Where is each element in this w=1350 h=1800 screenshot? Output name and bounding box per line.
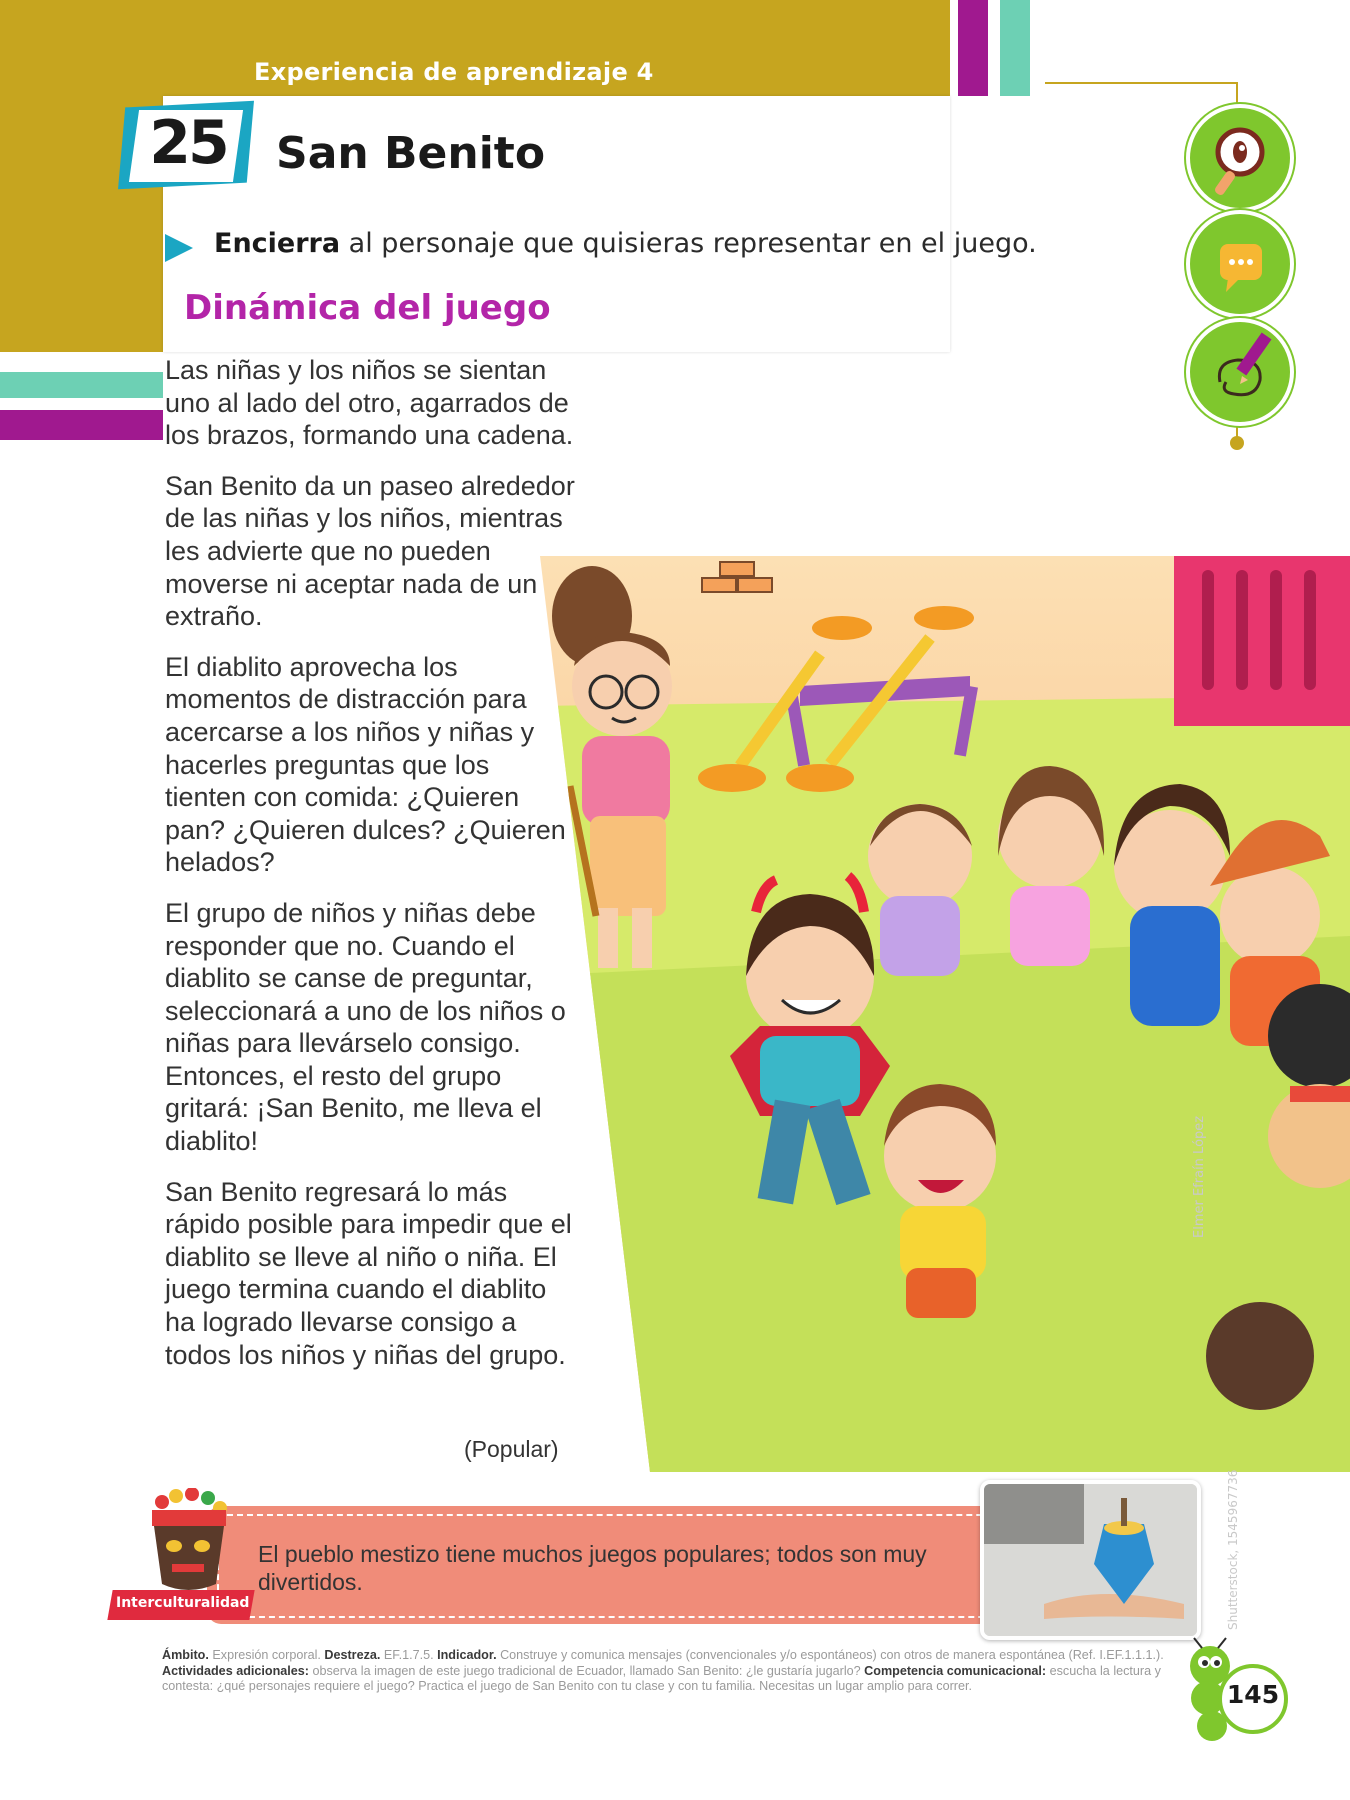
story-paragraph: El diablito aprovecha los momentos de distracción para acercarse a los niños y niñas y hacerles preguntas que los tienten con comida: ¿Quieren pan? ¿Quieren dulces? ¿Quieren helados? [165, 651, 566, 878]
lesson-number: 25 [149, 108, 227, 178]
diablo-mask-icon [136, 1488, 236, 1598]
intercultural-tag: Interculturalidad [116, 1595, 250, 1611]
playground-illustration [530, 556, 1350, 1472]
actividades: observa la imagen de este juego tradicional de Ecuador, llamado San Benito: ¿le gustaría jugarlo? [308, 1663, 865, 1678]
skill-connector-horizontal [1045, 82, 1237, 84]
skill-connector-dot [1230, 436, 1244, 450]
section-title: Dinámica del juego [184, 288, 551, 328]
decor-stripe-teal [0, 372, 163, 398]
actividades-label: Actividades adicionales: [162, 1663, 309, 1678]
story-paragraph: San Benito da un paseo alrededor de las niñas y los niños, mientras les advierte que no pueden moverse ni aceptar nada de un extraño. [165, 470, 575, 632]
destreza-label: Destreza. [324, 1648, 381, 1662]
speech-bubble-icon [1186, 210, 1294, 318]
illustration-credit: Elmer Efraín López [1192, 1115, 1207, 1238]
ambito-label: Ámbito. [162, 1648, 209, 1662]
competencia: escucha la lectura y contesta: ¿qué personajes requiere el juego? Practica el juego de San Benito con tu clase y con tu familia. Necesitas un lugar amplio para correr. [162, 1663, 1161, 1693]
instruction-verb: Encierra [214, 228, 341, 259]
unit-label: Experiencia de aprendizaje 4 [254, 58, 654, 86]
instruction [214, 228, 1037, 259]
decor-stripe-purple [0, 410, 163, 440]
intercultural-text: El pueblo mestizo tiene muchos juegos populares; todos son muy divertidos. [258, 1541, 927, 1595]
photo-credit: Shutterstock, 1545967736 [1226, 1469, 1240, 1630]
instruction-text: al personaje que quisieras representar en el juego. [340, 228, 1037, 259]
arrow-right-icon [165, 234, 193, 262]
decor-bar-purple [958, 0, 988, 96]
story-paragraph: El grupo de niños y niñas debe responder que no. Cuando el diablito se canse de preguntar, seleccionará a uno de los niños o niñas para llevárselo consigo. Entonces, el resto del grupo gritará: ¡San Benito, me lleva el diablito! [165, 897, 566, 1157]
indicador-label: Indicador. [437, 1648, 497, 1662]
story-paragraph: San Benito regresará lo más rápido posible para impedir que el diablito se lleve al niño o niña. El juego termina cuando el diablito ha logrado llevarse consigo a todos los niños y niñas del grupo. [165, 1176, 572, 1370]
decor-bar-teal [1000, 0, 1030, 96]
indicador: Construye y comunica mensajes (convencionales y/o espontáneos) con otros de manera espontánea (Ref. I.EF.1.1.1.). [496, 1648, 1164, 1662]
pencil-circle-icon [1186, 318, 1294, 426]
story-text [165, 354, 575, 1389]
teacher-notes [162, 1648, 1170, 1695]
destreza: EF.1.7.5. [380, 1648, 438, 1662]
ambito: Expresión corporal. [208, 1648, 325, 1662]
competencia-label: Competencia comunicacional: [864, 1663, 1047, 1678]
spinning-top-photo [980, 1480, 1201, 1640]
story-source: (Popular) [464, 1436, 559, 1462]
lesson-title: San Benito [276, 128, 546, 179]
page-number: 145 [1226, 1680, 1280, 1709]
story-paragraph: Las niñas y los niños se sientan uno al lado del otro, agarrados de los brazos, formando una cadena. [165, 355, 574, 451]
magnifier-icon [1186, 104, 1294, 212]
